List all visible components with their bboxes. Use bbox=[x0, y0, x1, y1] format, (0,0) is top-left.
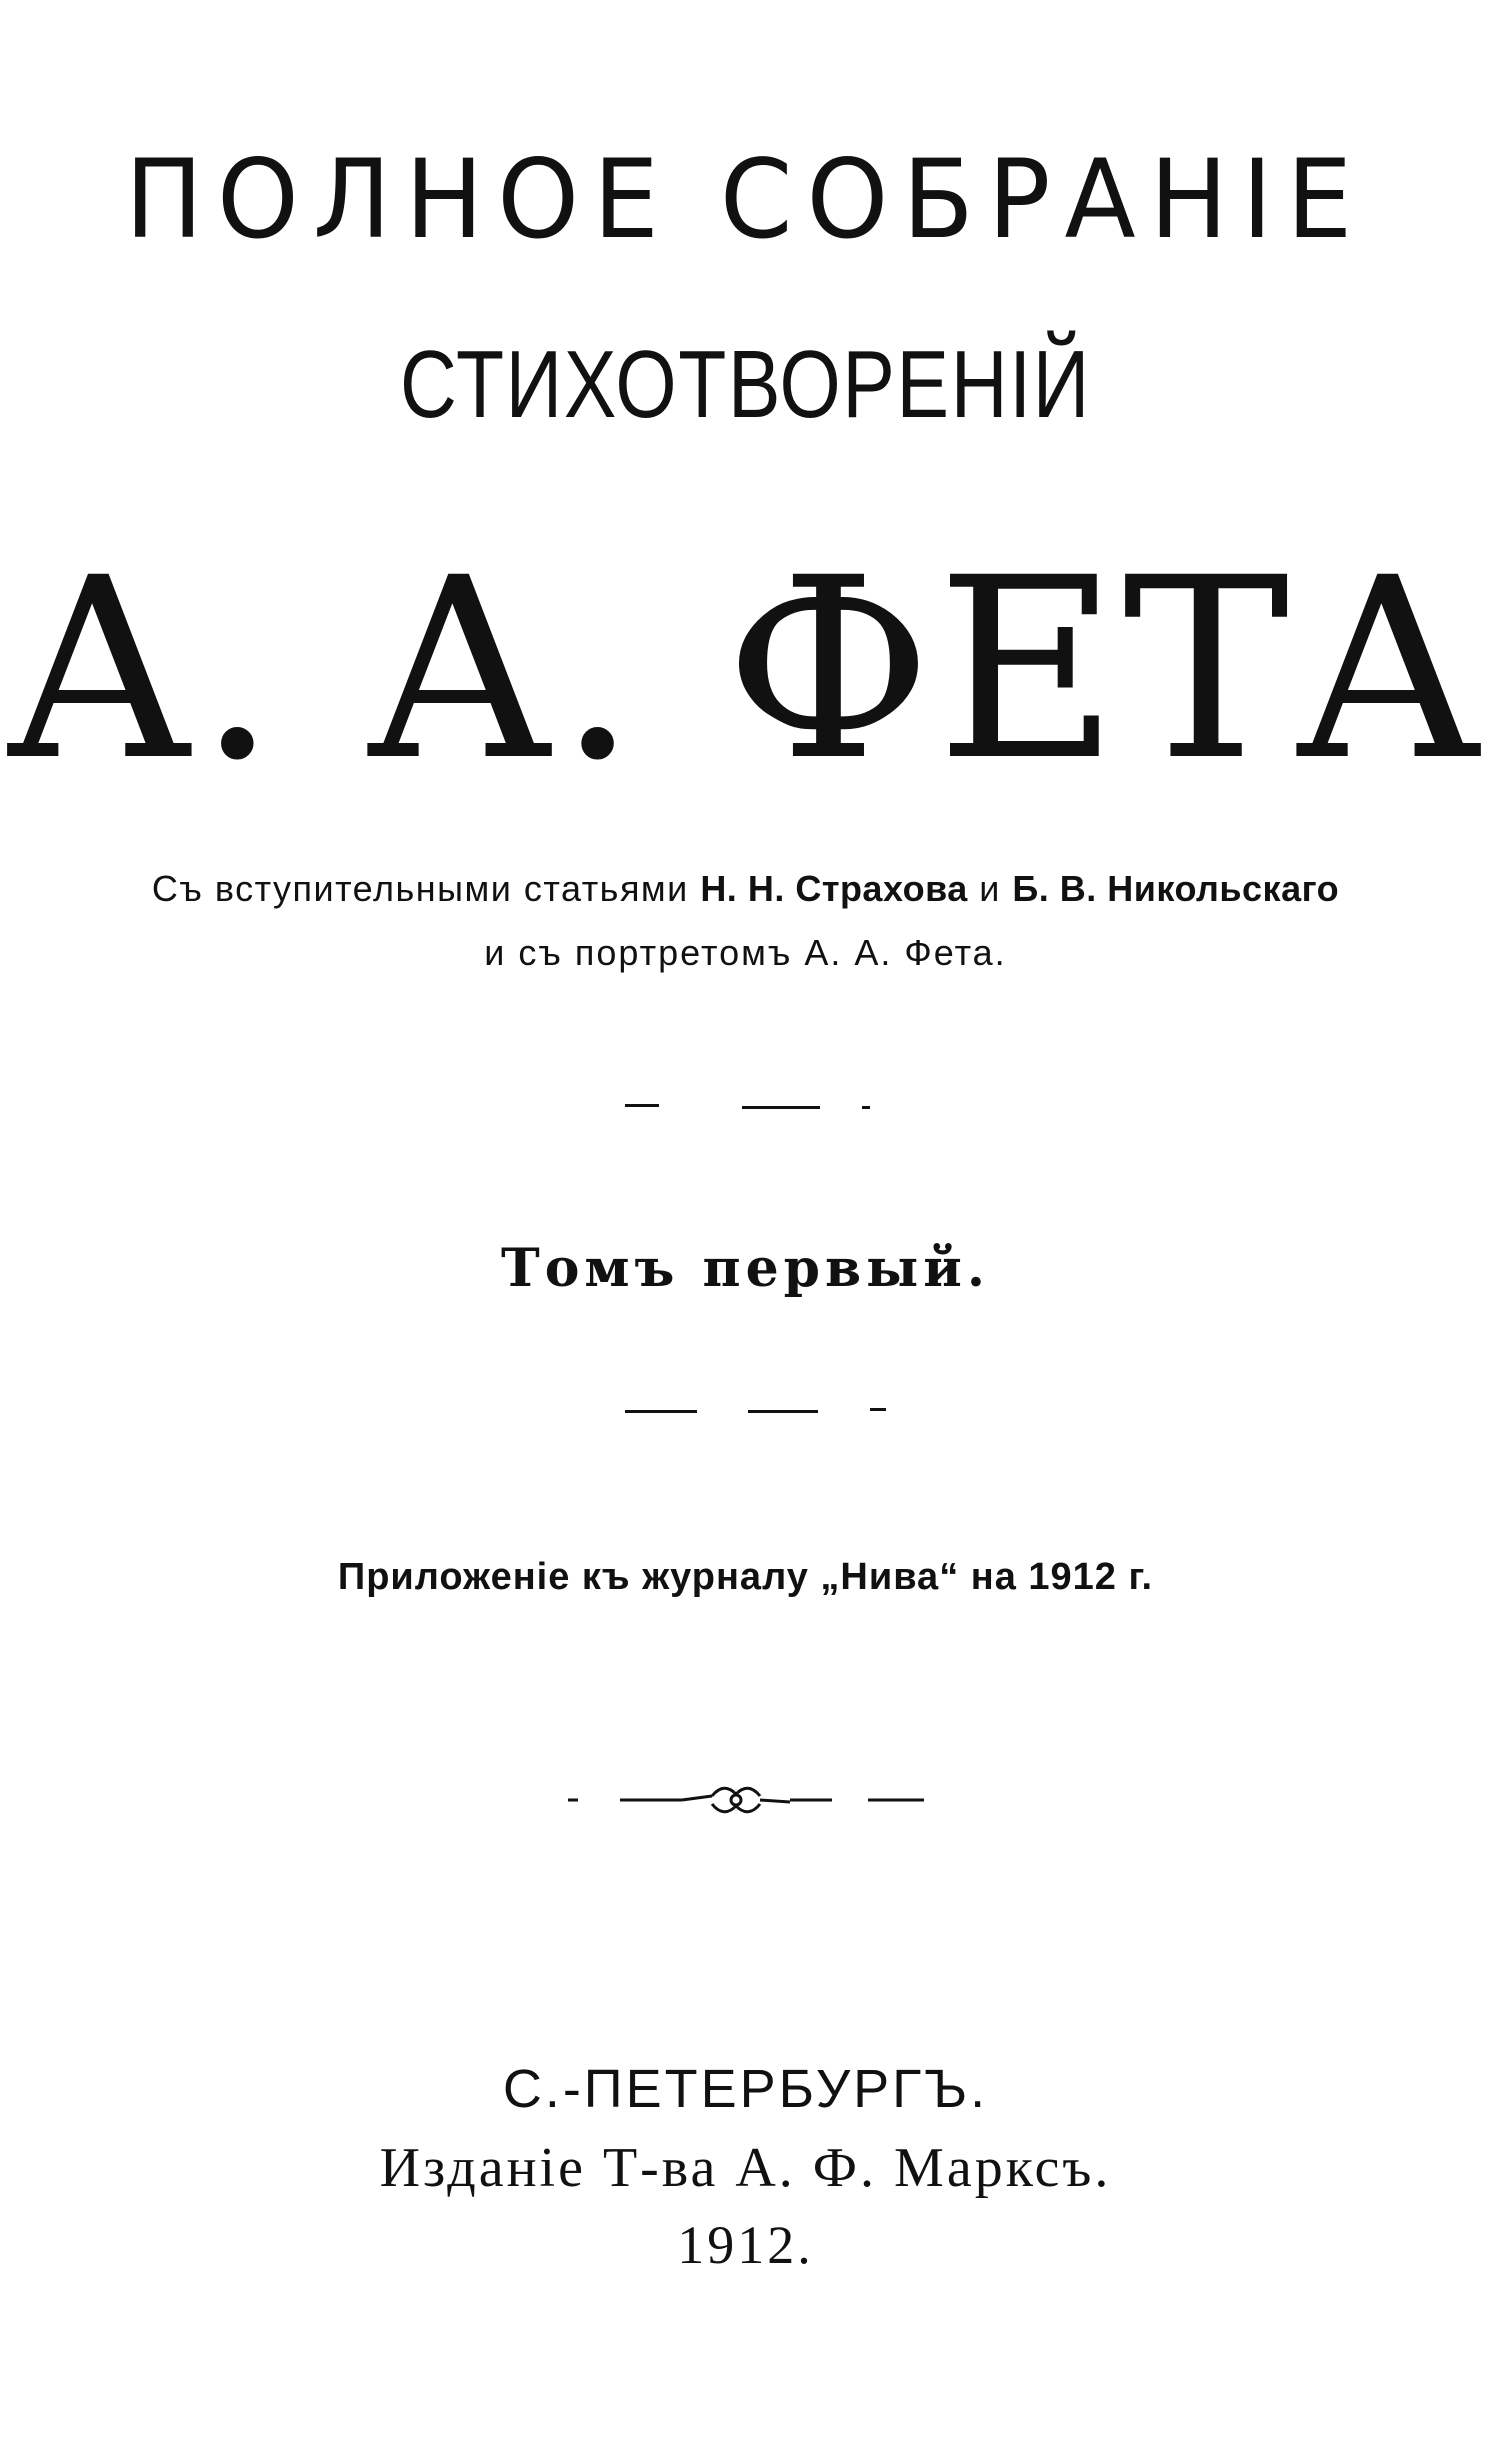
imprint-publisher: Изданіе Т-ва А. Ф. Марксъ. bbox=[379, 2137, 1112, 2199]
subtitle-name-strakhov: Н. Н. Страхова bbox=[700, 868, 968, 909]
volume-label: Томъ первый. bbox=[501, 1238, 990, 1299]
divider-rule bbox=[742, 1106, 820, 1109]
subtitle-prefix: Съ вступительными статьями bbox=[151, 868, 689, 909]
supplement-note: Приложеніе къ журналу „Нива“ на 1912 г. bbox=[337, 1556, 1154, 1598]
imprint-year: 1912. bbox=[677, 2215, 814, 2275]
divider-rule bbox=[748, 1410, 818, 1413]
divider-rule bbox=[625, 1410, 697, 1413]
imprint-city: С.-ПЕТЕРБУРГЪ. bbox=[502, 2059, 989, 2119]
divider-rule bbox=[625, 1104, 659, 1107]
divider-rule bbox=[862, 1106, 870, 1109]
subtitle-conjunction: и bbox=[979, 868, 1001, 909]
title-line-2: СТИХОТВОРЕНІЙ bbox=[400, 331, 1091, 438]
title-line-1: ПОЛНОЕ СОБРАНІЕ bbox=[124, 134, 1367, 264]
ornament-divider bbox=[0, 1780, 1491, 1820]
author-name: А. А. ФЕТА bbox=[4, 524, 1487, 815]
subtitle-name-nikolsky: Б. В. Никольскаго bbox=[1012, 868, 1340, 909]
subtitle-line-1 bbox=[0, 868, 1491, 910]
divider-rule bbox=[870, 1408, 886, 1411]
subtitle-line-2: и съ портретомъ А. А. Фета. bbox=[484, 932, 1007, 973]
